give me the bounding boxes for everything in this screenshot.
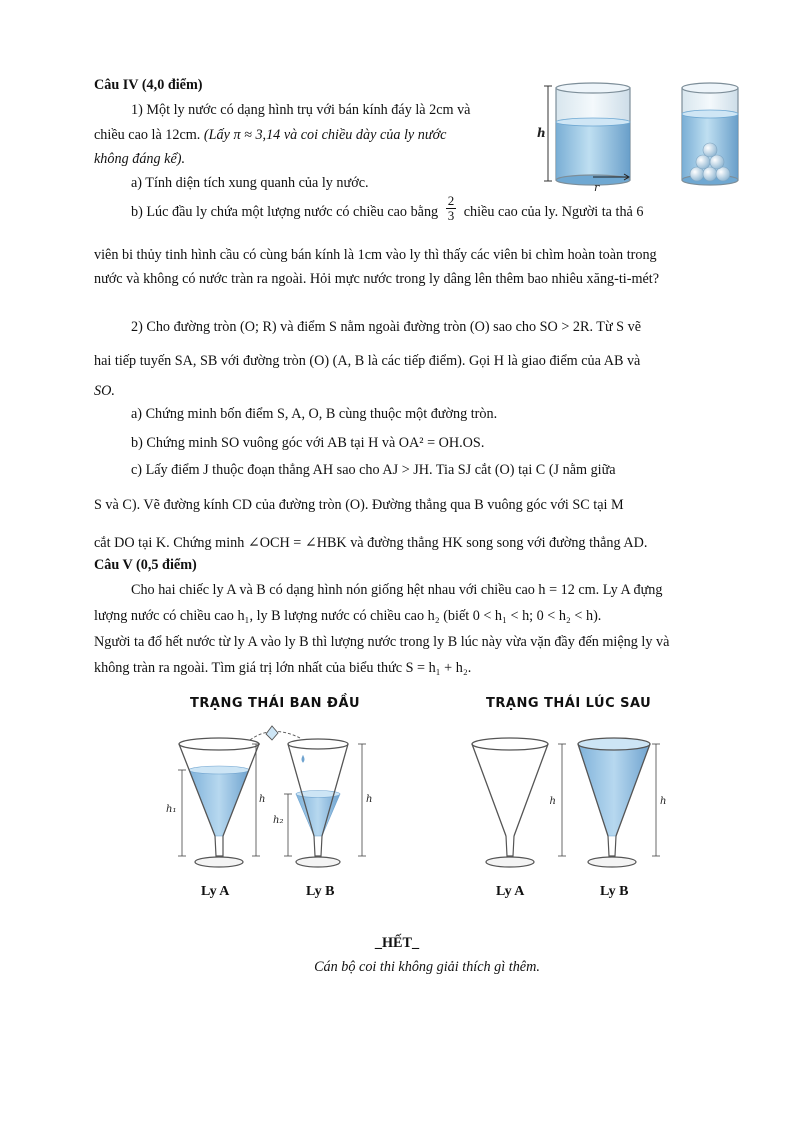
q5-line2: lượng nước có chiều cao h₁, ly B lượng nước có chiều cao h₂ (biết 0 < h₁ < h; 0 < h₂ < h).	[94, 608, 602, 624]
label-h-b-final: h	[660, 796, 667, 807]
q4-p2-b: b) Chứng minh SO vuông góc với AB tại H và OA² = OH.OS.	[131, 435, 485, 451]
label-ly-b-final: Ly B	[600, 884, 629, 899]
height-marker	[537, 86, 552, 181]
q4-p2-a: a) Chứng minh bốn điểm S, A, O, B cùng thuộc một đường tròn.	[131, 406, 498, 422]
q4-p1-line2b: (Lấy π ≈ 3,14 và coi chiều dày của ly nước	[200, 127, 447, 143]
label-ly-a-final: Ly A	[496, 884, 525, 899]
label-h: h	[537, 126, 546, 140]
label-h2: h₂	[273, 815, 284, 826]
q4-p1-b-pre: b) Lúc đầu ly chứa một lượng nước có chiều cao bằng	[131, 203, 439, 220]
q4-p1-b-post: chiều cao của ly. Người ta thả 6	[463, 203, 644, 220]
cylinder-glasses-figure	[534, 78, 746, 196]
q5-line3: Người ta đổ hết nước từ ly A vào ly B thì lượng nước trong ly B lúc này vừa vặn đầy đến miệng ly và	[94, 634, 670, 650]
label-r: r	[594, 181, 600, 194]
caption-initial-state: TRẠNG THÁI BAN ĐẦU	[190, 696, 361, 711]
q4-p1-b-line3: nước và không có nước tràn ra ngoài. Hỏi mực nước trong ly dâng lên thêm bao nhiêu xăng-ti-mét?	[94, 271, 660, 287]
q4-p1-a: a) Tính diện tích xung quanh của ly nước.	[131, 175, 369, 191]
label-h1: h₁	[166, 804, 177, 815]
glass-b-initial	[273, 739, 372, 867]
label-ly-b-initial: Ly B	[306, 884, 335, 899]
label-h-b: h	[366, 794, 373, 805]
q5-line1: Cho hai chiếc ly A và B có dạng hình nón giống hệt nhau với chiều cao h = 12 cm. Ly A đựng	[131, 582, 663, 598]
glass-b-final	[578, 738, 666, 867]
q4-p2-line2: hai tiếp tuyến SA, SB với đường tròn (O) (A, B là các tiếp điểm). Gọi H là giao điểm của AB và	[94, 353, 641, 369]
q4-p1-b	[131, 193, 644, 223]
q4-p1-line2	[94, 126, 446, 144]
q4-p1-line2a: chiều cao là 12cm.	[94, 127, 201, 143]
q4-p2-c2: S và C). Vẽ đường kính CD của đường tròn (O). Đường thẳng qua B vuông góc với SC tại M	[94, 497, 624, 513]
q4-p1-b-line2: viên bi thủy tinh hình cầu có cùng bán kính là 1cm vào ly thì thấy các viên bi chìm hoàn toàn trong	[94, 247, 657, 263]
label-h-a-final: h	[549, 796, 556, 807]
q5-heading: Câu V (0,5 điểm)	[94, 557, 197, 573]
q4-p2-c1: c) Lấy điểm J thuộc đoạn thẳng AH sao cho AJ > JH. Tia SJ cắt (O) tại C (J nằm giữa	[131, 462, 616, 478]
label-h-a: h	[259, 794, 266, 805]
fraction-denominator: 3	[447, 208, 455, 223]
footer-note: Cán bộ coi thi không giải thích gì thêm.	[314, 959, 540, 975]
cylinder-glass-1	[556, 83, 630, 194]
glass-a-initial	[166, 738, 265, 867]
q4-p1-line1: 1) Một ly nước có dạng hình trụ với bán kính đáy là 2cm và	[131, 102, 471, 118]
end-marker: _HẾT_	[374, 935, 420, 951]
fraction-two-thirds	[446, 194, 457, 223]
q4-p2-line3: SO.	[94, 383, 115, 399]
fraction-numerator: 2	[447, 193, 455, 208]
q5-line4: không tràn ra ngoài. Tìm giá trị lớn nhất của biểu thức S = h₁ + h₂.	[94, 660, 472, 676]
label-ly-a-initial: Ly A	[201, 884, 230, 899]
q4-heading: Câu IV (4,0 điểm)	[94, 77, 203, 93]
cone-glasses-figure	[160, 720, 680, 890]
q4-p1-line3: không đáng kể).	[94, 151, 186, 167]
glass-a-final	[472, 738, 566, 867]
q4-p2-c3: cắt DO tại K. Chứng minh ∠OCH = ∠HBK và đường thẳng HK song song với đường thẳng AD.	[94, 535, 648, 551]
cylinder-glass-2-with-balls	[682, 83, 738, 185]
q4-p2-line1: 2) Cho đường tròn (O; R) và điểm S nằm ngoài đường tròn (O) sao cho SO > 2R. Từ S vẽ	[131, 319, 642, 335]
caption-final-state: TRẠNG THÁI LÚC SAU	[486, 696, 652, 711]
